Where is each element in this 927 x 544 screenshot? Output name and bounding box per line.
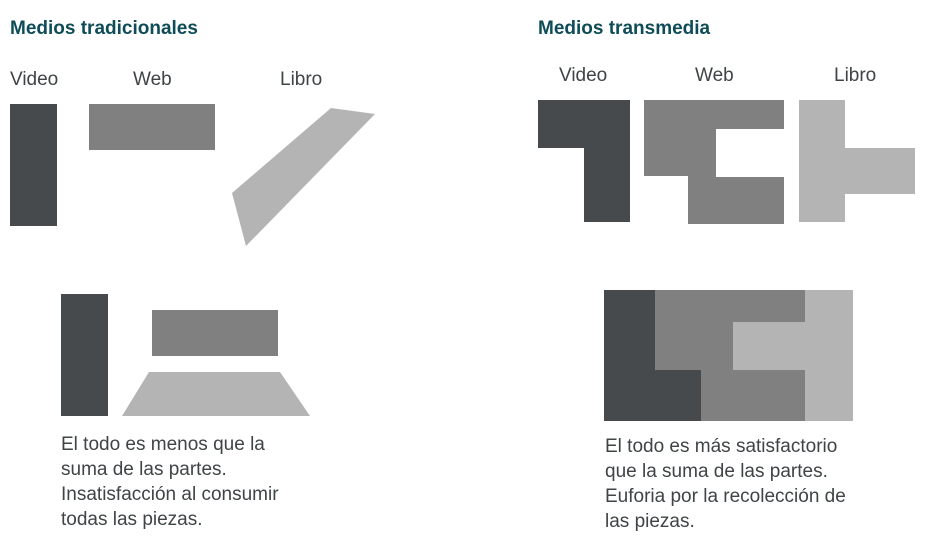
right-caption-line: las piezas. — [605, 511, 695, 532]
right-libro-piece — [799, 100, 915, 222]
right-caption-line: que la suma de las partes. — [605, 461, 828, 482]
right-web-notch — [716, 129, 784, 177]
left-caption-line: Insatisfacción al consumir — [61, 484, 279, 505]
left-assembled-libro-piece — [122, 372, 310, 416]
left-assembled-web-piece — [152, 310, 278, 356]
left-caption-line: todas las piezas. — [61, 509, 203, 530]
left-caption-line: suma de las partes. — [61, 459, 227, 480]
right-web-label: Web — [695, 65, 734, 86]
traditional-media-title: Medios tradicionales — [10, 18, 198, 39]
left-video-label: Video — [10, 69, 59, 90]
left-assembled-video-piece — [61, 294, 108, 416]
right-video-piece — [538, 100, 630, 222]
left-libro-piece — [232, 108, 375, 246]
right-video-label: Video — [559, 65, 608, 86]
left-video-piece — [10, 104, 57, 226]
left-libro-label: Libro — [280, 69, 323, 90]
right-caption — [605, 434, 846, 534]
left-caption — [61, 432, 279, 532]
transmedia-title: Medios transmedia — [538, 18, 711, 39]
right-caption-line: Euforia por la recolección de — [605, 486, 846, 507]
left-caption-line: El todo es menos que la — [61, 434, 265, 455]
left-web-piece — [89, 104, 215, 150]
left-web-label: Web — [133, 69, 172, 90]
right-libro-label: Libro — [834, 65, 877, 86]
right-caption-line: El todo es más satisfactorio — [605, 436, 838, 457]
